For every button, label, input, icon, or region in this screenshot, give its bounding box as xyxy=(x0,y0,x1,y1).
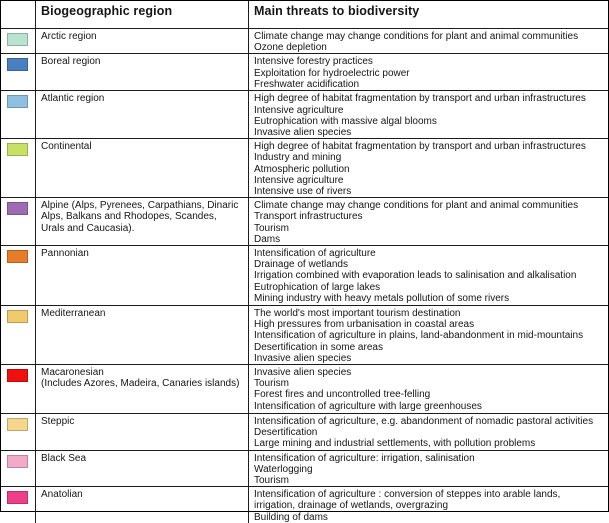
region-swatch-cell xyxy=(1,91,36,138)
region-swatch-cell xyxy=(1,306,36,364)
table-row-mediterranean xyxy=(1,305,608,364)
region-name-line: Black Sea xyxy=(41,452,87,464)
threat-item: Desertification in some areas xyxy=(254,341,383,353)
region-color-swatch xyxy=(7,369,28,382)
region-color-swatch xyxy=(7,95,28,108)
threat-item: High pressures from urbanisation in coastal areas xyxy=(254,319,475,331)
threat-item: Atmospheric pollution xyxy=(254,163,350,175)
region-color-swatch xyxy=(7,455,28,468)
region-swatch-cell xyxy=(1,54,36,90)
region-name-line: (Includes Azores, Madeira, Canaries islands) xyxy=(41,378,240,390)
threat-item: Tourism xyxy=(254,378,290,390)
region-swatch-cell xyxy=(1,365,36,413)
threat-item: Mining industry with heavy metals pollution of some rivers xyxy=(254,292,510,304)
threat-item: Desertification xyxy=(254,427,318,439)
table-row-macaronesian xyxy=(1,364,608,413)
threat-item: Dams xyxy=(254,233,281,245)
threat-item: Tourism xyxy=(254,222,290,234)
threat-item: Invasive alien species xyxy=(254,352,352,364)
table-row-atlantic xyxy=(1,90,608,138)
threat-item: Intensification of agriculture xyxy=(254,248,376,260)
table-row-arctic xyxy=(1,28,608,53)
region-name-cell xyxy=(36,198,249,245)
region-name-cell xyxy=(36,306,249,364)
region-swatch-cell xyxy=(1,414,36,450)
region-swatch-cell xyxy=(1,29,36,53)
region-name-line: Atlantic region xyxy=(41,93,105,105)
region-name-cell xyxy=(36,139,249,197)
threat-item: Freshwater acidification xyxy=(254,78,360,90)
threats-cell xyxy=(249,306,608,364)
region-name-cell xyxy=(36,54,249,90)
region-color-swatch xyxy=(7,143,28,156)
threat-item: Eutrophication of large lakes xyxy=(254,281,381,293)
table-body xyxy=(1,28,608,523)
threat-item: High degree of habitat fragmentation by transport and urban infrastructures xyxy=(254,93,586,105)
threat-item: Intensive agriculture xyxy=(254,104,344,116)
threat-item: Tourism xyxy=(254,475,290,487)
threat-item: Intensification of agriculture in plains, land-abandonment in mid-mountains xyxy=(254,330,584,342)
region-swatch-cell xyxy=(1,487,36,523)
threat-item: Invasive alien species xyxy=(254,127,352,139)
threats-cell xyxy=(249,246,608,305)
region-color-swatch xyxy=(7,202,28,215)
threats-cell xyxy=(249,451,608,487)
region-name-line: Macaronesian xyxy=(41,367,104,379)
threat-item: Building of dams xyxy=(254,511,328,523)
region-color-swatch xyxy=(7,58,28,71)
region-name-line: Alpine (Alps, Pyrenees, Carpathians, Dinaric Alps, Balkans and Rhodopes, Scandes, Urals and Caucasia). xyxy=(41,200,239,234)
table-row-continental xyxy=(1,138,608,197)
region-name-line: Anatolian xyxy=(41,489,83,501)
header-swatch-column xyxy=(1,1,36,28)
region-name-line: Mediterranean xyxy=(41,308,106,320)
threat-item: Intensification of agriculture: irrigation, salinisation xyxy=(254,452,475,464)
region-name-line: Boreal region xyxy=(41,56,101,68)
region-swatch-cell xyxy=(1,246,36,305)
table-row-anatolian xyxy=(1,486,608,523)
region-name-cell xyxy=(36,487,249,523)
threat-item: Exploitation for hydroelectric power xyxy=(254,67,410,79)
threat-item: High degree of habitat fragmentation by transport and urban infrastructures xyxy=(254,141,586,153)
threat-item: Industry and mining xyxy=(254,152,342,164)
threats-cell xyxy=(249,91,608,138)
threats-cell xyxy=(249,414,608,450)
threat-item: Intensification of agriculture, e.g. abandonment of nomadic pastoral activities xyxy=(254,416,594,428)
header-region-label: Biogeographic region xyxy=(36,1,249,28)
threat-item: Irrigation combined with evaporation leads to salinisation and alkalisation xyxy=(254,270,577,282)
header-threats-label: Main threats to biodiversity xyxy=(254,4,420,18)
region-name-line: Steppic xyxy=(41,416,75,428)
threat-item: Intensification of agriculture with large greenhouses xyxy=(254,400,482,412)
region-name-cell xyxy=(36,365,249,413)
region-name-cell xyxy=(36,91,249,138)
threat-item: Large mining and industrial settlements, with pollution problems xyxy=(254,438,536,450)
threat-item: Intensive forestry practices xyxy=(254,56,373,68)
threats-cell xyxy=(249,54,608,90)
table-row-steppic xyxy=(1,413,608,450)
table-row-pannonian xyxy=(1,245,608,305)
region-swatch-cell xyxy=(1,139,36,197)
threats-cell xyxy=(249,29,608,53)
region-swatch-cell xyxy=(1,198,36,245)
threats-cell xyxy=(249,139,608,197)
threat-item: Climate change may change conditions for plant and animal communities xyxy=(254,200,579,212)
region-color-swatch xyxy=(7,250,28,263)
threats-cell xyxy=(249,365,608,413)
threat-item: Climate change may change conditions for plant and animal communities xyxy=(254,31,579,42)
region-color-swatch xyxy=(7,418,28,431)
region-name-cell xyxy=(36,246,249,305)
threat-item: Waterlogging xyxy=(254,463,313,475)
region-name-cell xyxy=(36,29,249,53)
region-color-swatch xyxy=(7,491,28,504)
table-row-boreal xyxy=(1,53,608,90)
threats-cell xyxy=(249,198,608,245)
threat-item: Intensification of agriculture : conversion of steppes into arable lands, irrigation, drainage of wetlands, overgrazing xyxy=(254,489,561,512)
threat-item: Eutrophication with massive algal blooms xyxy=(254,115,437,127)
table-header-row xyxy=(1,1,608,28)
region-name-line: Continental xyxy=(41,141,92,153)
threat-item: The world's most important tourism destination xyxy=(254,308,461,320)
threat-item: Drainage of wetlands xyxy=(254,259,348,271)
region-name-cell xyxy=(36,451,249,487)
region-name-line: Arctic region xyxy=(41,31,97,42)
threat-item: Forest fires and uncontrolled tree-felling xyxy=(254,389,431,401)
region-color-swatch xyxy=(7,310,28,323)
threats-cell xyxy=(249,487,608,523)
threat-item: Intensive use of rivers xyxy=(254,186,352,198)
threat-item: Invasive alien species xyxy=(254,367,352,379)
region-name-line: Pannonian xyxy=(41,248,89,260)
table-row-alpine xyxy=(1,197,608,245)
region-color-swatch xyxy=(7,33,28,46)
threat-item: Intensive agriculture xyxy=(254,174,344,186)
region-swatch-cell xyxy=(1,451,36,487)
table-row-black-sea xyxy=(1,450,608,487)
threat-item: Transport infrastructures xyxy=(254,211,363,223)
threat-item: Ozone depletion xyxy=(254,42,327,54)
region-name-cell xyxy=(36,414,249,450)
